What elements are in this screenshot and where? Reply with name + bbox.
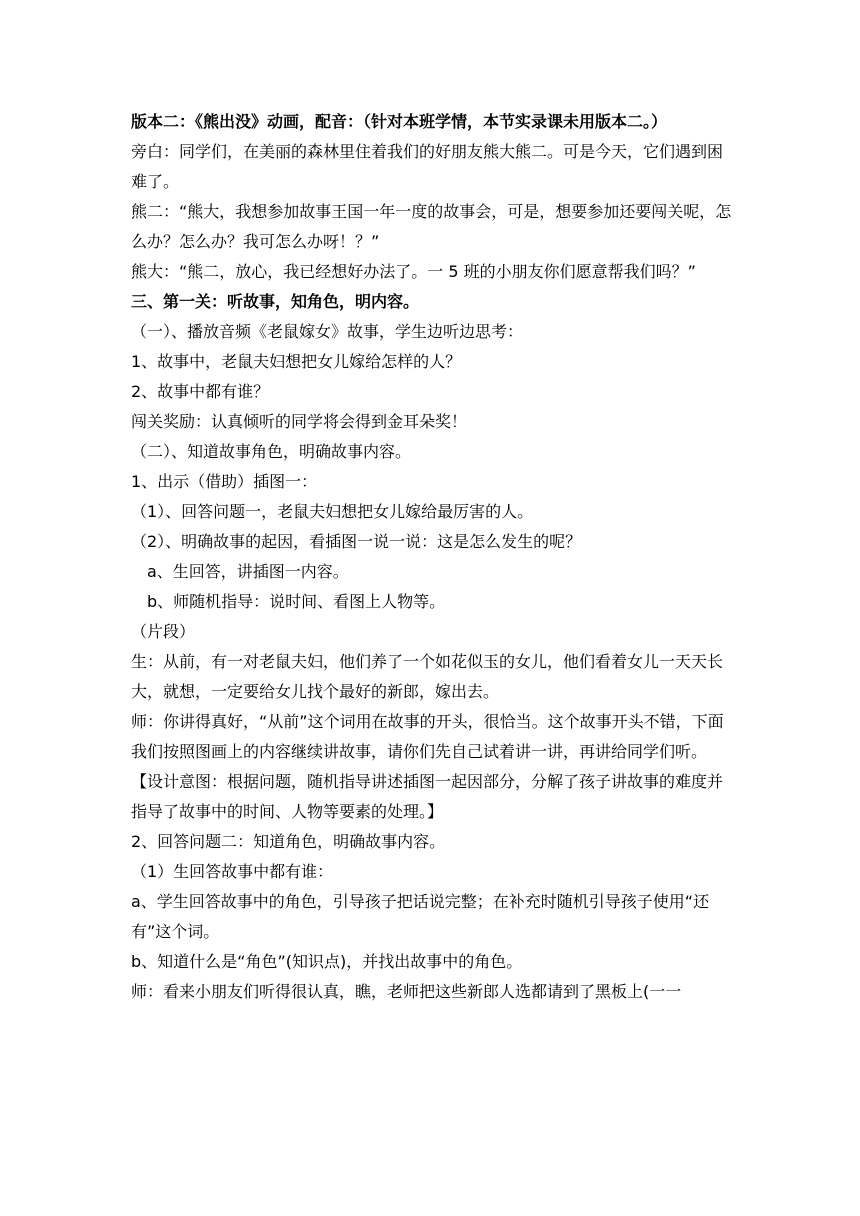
roles-item-b: b、知道什么是“角色”(知识点)，并找出故事中的角色。: [131, 952, 523, 971]
roles-item-a: a、学生回答故事中的角色，引导孩子把话说完整；在补充时随机引导孩子使用“还有”这个词。: [131, 892, 710, 941]
story-cause: （2）、明确故事的起因，看插图一说一说：这是怎么发生的呢？: [131, 532, 582, 551]
sub-item-b: b、师随机指导：说时间、看图上人物等。: [147, 592, 446, 611]
sub-item-a: a、生回答，讲插图一内容。: [147, 562, 349, 581]
step-two-heading: （二）、知道故事角色，明确故事内容。: [131, 442, 412, 461]
narration-line: 旁白：同学们，在美丽的森林里住着我们的好朋友熊大熊二。可是今天，它们遇到困难了。: [131, 142, 724, 191]
design-intent: 【设计意图：根据问题，随机指导讲述插图一起因部分，分解了孩子讲故事的难度并指导了故事中的时间、人物等要素的处理。】: [131, 772, 724, 821]
show-picture-one: 1、出示（借助）插图一：: [131, 472, 318, 491]
teacher-response: 师：你讲得真好，“从前”这个词用在故事的开头，很恰当。这个故事开头不错，下面我们按照图画上的内容继续讲故事，请你们先自己试着讲一讲，再讲给同学们听。: [131, 712, 724, 761]
section-three-heading: 三、第一关：听故事，知角色，明内容。: [131, 292, 420, 311]
version-two-heading: 版本二：《熊出没》动画，配音：（针对本班学情，本节实录课未用版本二。）: [131, 112, 668, 131]
xiong-da-line: 熊大：“熊二，放心，我已经想好办法了。一 5 班的小朋友你们愿意帮我们吗？”: [131, 262, 696, 281]
student-response: 生：从前，有一对老鼠夫妇，他们养了一个如花似玉的女儿，他们看着女儿一天天长大，就想，一定要给女儿找个最好的新郎，嫁出去。: [131, 652, 724, 701]
document-body: [131, 107, 735, 1007]
answer-question-one: （1）、回答问题一，老鼠夫妇想把女儿嫁给最厉害的人。: [131, 502, 534, 521]
answer-question-two: 2、回答问题二：知道角色，明确故事内容。: [131, 832, 446, 851]
xiong-er-line: 熊二：“熊大，我想参加故事王国一年一度的故事会，可是，想要参加还要闯关呢，怎么办？怎么办？我可怎么办呀！？”: [131, 202, 732, 251]
teacher-closing: 师：看来小朋友们听得很认真，瞧，老师把这些新郎人选都请到了黑板上(一一: [131, 982, 682, 1001]
who-in-story: （1）生回答故事中都有谁：: [131, 862, 334, 881]
question-two: 2、故事中都有谁？: [131, 382, 270, 401]
fragment-label: （片段）: [131, 622, 196, 641]
step-one-audio: （一）、播放音频《老鼠嫁女》故事，学生边听边思考：: [131, 322, 524, 341]
reward-line: 闯关奖励：认真倾听的同学将会得到金耳朵奖！: [131, 412, 468, 431]
question-one: 1、故事中，老鼠夫妇想把女儿嫁给怎样的人？: [131, 352, 462, 371]
